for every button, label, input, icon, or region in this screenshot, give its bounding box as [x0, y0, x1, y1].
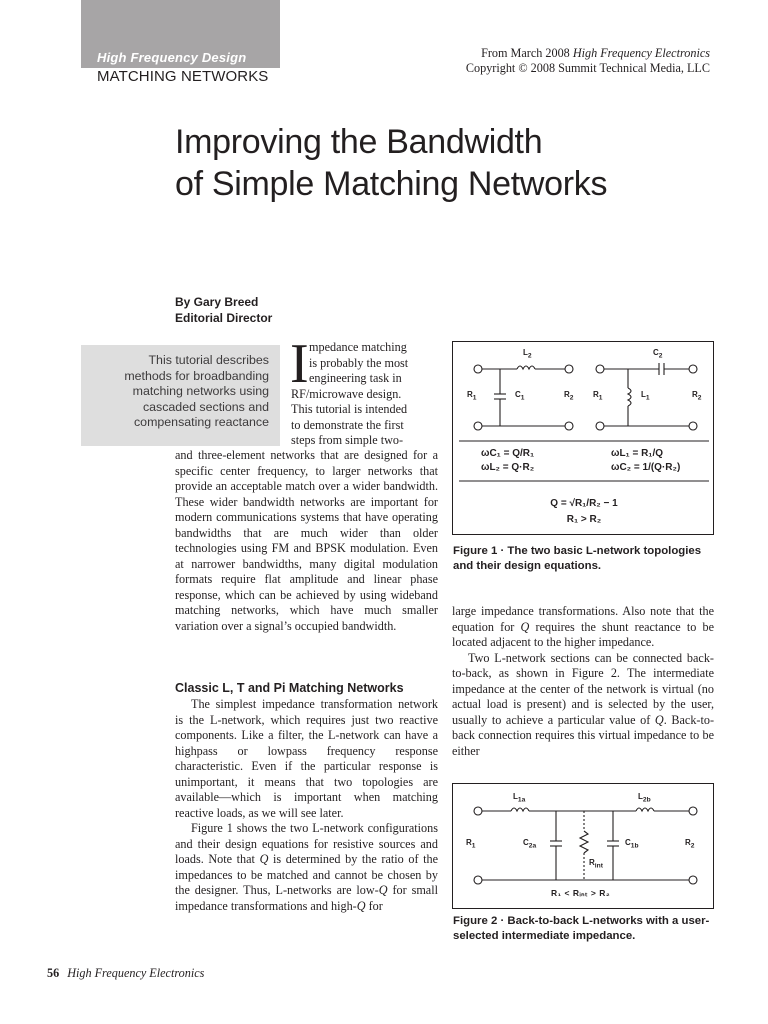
pull-quote-line: matching networks using: [132, 384, 269, 399]
label-text: R: [593, 390, 599, 399]
intro-narrow: [290, 333, 438, 449]
terminal-icon: [474, 422, 482, 430]
figure-2-condition: R₁ < Rᵢₙₜ > R₂: [551, 888, 611, 898]
text-run: Figure 1 shows the two L-network configurations and their design equations for resistive sources and loads. Note that: [175, 821, 438, 866]
label-text: R: [685, 838, 691, 847]
label-R1: [466, 838, 475, 850]
title-line-2: of Simple Matching Networks: [175, 165, 608, 203]
title-line-1: Improving the Bandwidth: [175, 123, 543, 161]
copyright-line: Copyright © 2008 Summit Technical Media, LLC: [465, 61, 710, 75]
label-L1: [641, 390, 650, 402]
equation: ωL₁ = R₁/Q: [611, 448, 664, 459]
label-C1b: [625, 838, 639, 850]
label-text: C: [653, 348, 659, 357]
intro-line: RF/microwave design.: [291, 386, 402, 401]
label-sub: 2: [569, 394, 574, 402]
label-C2: [653, 348, 662, 360]
label-R1: [467, 390, 476, 402]
intro-line: engineering task in: [309, 371, 402, 385]
label-text: C: [523, 838, 529, 847]
label-R2: [685, 838, 694, 850]
terminal-icon: [689, 365, 697, 373]
terminal-icon: [565, 422, 573, 430]
page-number: 56: [47, 966, 60, 980]
text-run: Q: [378, 883, 388, 897]
figure-1: [452, 341, 714, 535]
text-run: Q: [356, 898, 366, 913]
equation: ωL₂ = Q·R₂: [481, 462, 535, 473]
topic-name: MATCHING NETWORKS: [97, 68, 269, 85]
label-text: L: [641, 390, 646, 399]
col2-paragraph-2: [452, 651, 714, 760]
text-run: . Back-to-back connection requires this virtual impedance to be either: [452, 712, 715, 758]
equation-q: [453, 496, 715, 528]
equation: R₁ > R₂: [566, 514, 602, 525]
equation: ωC₁ = Q/R₁: [481, 448, 535, 459]
label-text: R: [466, 838, 472, 847]
source-publication: High Frequency Electronics: [572, 46, 710, 60]
label-sub: 2a: [528, 842, 537, 850]
label-C1: [515, 390, 524, 402]
label-text: L: [523, 348, 528, 357]
text-run: Q: [654, 712, 664, 727]
inductor-icon: [636, 808, 654, 811]
source-line-prefix: From March 2008: [481, 46, 573, 60]
pull-quote: [81, 345, 280, 446]
label-C2a: [523, 838, 536, 850]
footer-publication: High Frequency Electronics: [67, 966, 205, 980]
figure-1-caption: Figure 1 · The two basic L-network topologies and their design equations.: [453, 545, 702, 572]
intro-rest: and three-element networks that are designed for a specific center frequency, to larger networks that provide an acceptable match over a wider bandwidth. These wider bandwidth networks are important for modern communications systems that have operating bandwidths that are much wider than older technologies using FM and BPSK modulation. Even at narrower bandwidths, many digital modulation formats require flat amplitude and linear phase response, which can be achieved by using wideband matching networks, which have much smaller variation over a signal’s occupied bandwidth.: [175, 448, 438, 633]
text-run: large impedance transformations. Also note that the equation for: [452, 604, 714, 634]
equations-right: [611, 447, 680, 475]
label-text: R: [467, 390, 473, 399]
label-text: R: [692, 390, 698, 399]
terminal-icon: [596, 365, 604, 373]
text-run: Two L-network sections can be connected back-to-back, as shown in Figure 2. The intermediate impedance at the center of the network is virtual (no actual load is present) and is selected by the user, usually to achieve a particular value of: [452, 650, 714, 727]
terminal-icon: [689, 876, 697, 884]
pull-quote-line: compensating reactance: [133, 415, 269, 430]
column-2-body: [452, 604, 714, 759]
label-text: L: [513, 792, 518, 801]
figure-2-caption: Figure 2 · Back-to-back L-networks with a user-selected intermediate impedance.: [453, 915, 710, 942]
text-run: Q: [520, 619, 530, 634]
label-sub: 1: [598, 394, 603, 402]
label-sub: 2: [697, 394, 702, 402]
label-sub: 2: [690, 842, 695, 850]
inductor-icon: [517, 366, 535, 369]
terminal-icon: [474, 807, 482, 815]
terminal-icon: [689, 807, 697, 815]
label-sub: 1: [471, 842, 476, 850]
equation: Q = √R₁/R₂ − 1: [550, 498, 618, 509]
label-sub: 1a: [517, 796, 526, 804]
intro-line: mpedance matching: [309, 340, 407, 354]
label-L2b: [638, 792, 651, 804]
article-title: [175, 121, 607, 205]
figure-2: [452, 783, 714, 909]
terminal-icon: [689, 422, 697, 430]
label-sub: 2: [527, 352, 532, 360]
label-sub: 1: [472, 394, 477, 402]
label-R1: [593, 390, 602, 402]
intro-line: This tutorial is intended: [291, 402, 408, 416]
intro-line: is probably the most: [309, 355, 409, 370]
label-sub: 1: [645, 394, 650, 402]
label-R2: [564, 390, 573, 402]
pull-quote-line: This tutorial describes: [148, 353, 269, 367]
terminal-icon: [474, 365, 482, 373]
drop-cap: I: [290, 333, 309, 395]
label-L2: [523, 348, 532, 360]
byline: [175, 294, 272, 326]
intro-paragraph: [175, 448, 438, 634]
text-run: for: [365, 898, 383, 913]
section-paragraph-1: The simplest impedance transformation network is the L-network, which requires just two reactive components. Like a filter, the L-network can have a highpass or lowpass frequency response characteristic. Even if the particular response is unimportant, it means that two topologies are available—which is important when matching reactive loads, as we will see later.: [175, 697, 438, 820]
inductor-icon: [628, 388, 631, 406]
author: By Gary Breed: [175, 295, 259, 309]
terminal-icon: [565, 365, 573, 373]
label-R2: [692, 390, 701, 402]
intro-line: to demonstrate the first: [291, 417, 404, 432]
pull-quote-line: methods for broadbanding: [124, 368, 269, 383]
label-text: R: [589, 858, 595, 867]
col2-paragraph-1: [452, 604, 714, 651]
page-footer: [47, 966, 204, 981]
label-sub: 2: [658, 352, 663, 360]
label-sub: 1b: [630, 842, 639, 850]
terminal-icon: [596, 422, 604, 430]
equation: ωC₂ = 1/(Q·R₂): [611, 462, 681, 473]
label-L1a: [513, 792, 525, 804]
label-sub: 2b: [642, 796, 651, 804]
section-paragraph-2: [175, 821, 438, 914]
inductor-icon: [511, 808, 529, 811]
text-run: is determined by the ratio of the impedances to be matched and cannot be chosen by the designer. Thus, L-networks are low-: [175, 852, 438, 897]
equations-left: [481, 447, 534, 475]
text-run: requires the shunt reactance to be located adjacent to the higher impedance.: [452, 619, 714, 649]
section-body: [175, 697, 438, 914]
label-text: C: [625, 838, 631, 847]
text-run: Q: [259, 852, 269, 866]
label-sub: 1: [520, 394, 525, 402]
label-text: L: [638, 792, 643, 801]
resistor-icon: [580, 831, 588, 853]
label-text: R: [564, 390, 570, 399]
label-text: C: [515, 390, 521, 399]
series-header: [81, 0, 280, 89]
author-role: Editorial Director: [175, 311, 273, 325]
text-run: for small impedance transformations and high-: [175, 883, 438, 913]
terminal-icon: [474, 876, 482, 884]
label-sub: int: [594, 862, 603, 870]
label-Rint: [589, 858, 603, 870]
series-name: High Frequency Design: [97, 50, 247, 65]
pull-quote-line: cascaded sections and: [142, 399, 269, 414]
intro-line: steps from simple two-: [291, 433, 404, 447]
section-heading: Classic L, T and Pi Matching Networks: [175, 681, 404, 695]
source-notice: [466, 46, 710, 76]
